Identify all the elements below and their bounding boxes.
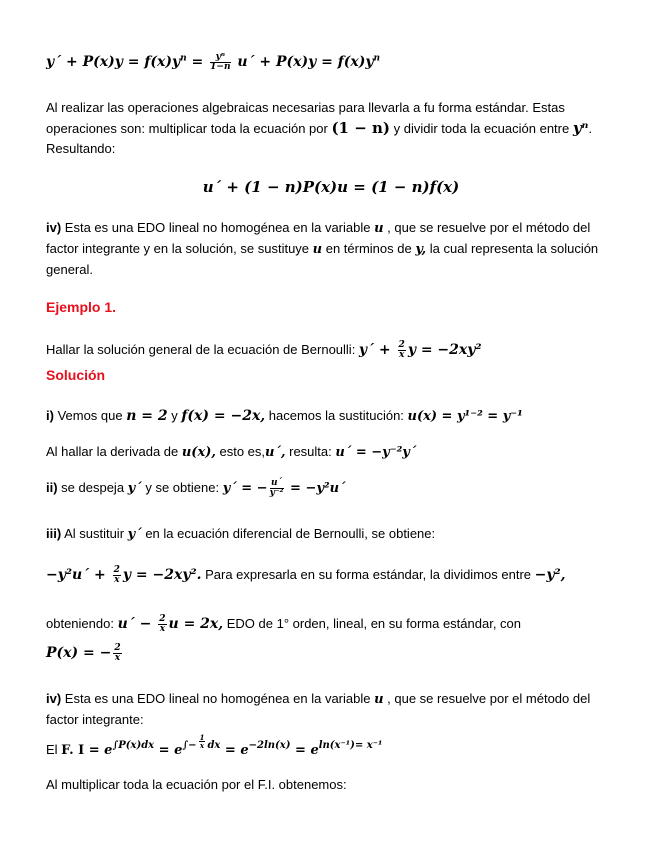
center-eq-text: u´ + (1 − n)P(x)u = (1 − n)f(x) <box>202 178 460 196</box>
step3c-fraction <box>158 615 166 634</box>
top-eq-rhs: u´ + P(x)y = f(x)y <box>232 54 374 70</box>
step-iii-standard-form <box>46 614 616 634</box>
step3b-m1: −y²u´ + <box>46 567 111 583</box>
step3d-m1: P(x) = − <box>46 645 112 661</box>
iv1-text3: en términos de <box>322 241 416 256</box>
hallar-frac-den: x <box>398 350 405 361</box>
iv1-text2: , que se resuelve por el método del factor integrante y en la solución, se sustituye <box>46 220 591 256</box>
step1-text1: Vemos que <box>53 408 127 423</box>
step3d-frac-num: 2 <box>114 643 121 654</box>
step3b-frac-den: x <box>114 575 120 586</box>
iv2-u: u <box>374 692 384 707</box>
step1b-text3: resulta: <box>285 444 336 459</box>
integrating-factor-line <box>46 734 626 761</box>
iv2-label: iv) <box>46 691 62 706</box>
fi-exp4: ln(x⁻¹)= x⁻¹ <box>318 740 383 751</box>
step2-m1: y´ <box>127 481 142 496</box>
iv2-text1: Esta es una EDO lineal no homogénea en la variable <box>61 691 375 706</box>
fi-text1: El <box>46 742 62 757</box>
step3c-text1: obteniendo: <box>46 616 118 631</box>
step3b-frac-num: 2 <box>113 565 120 576</box>
solution-heading: Solución <box>46 367 106 383</box>
step3b-m2: y = −2xy². <box>122 567 202 583</box>
iv1-u2: u <box>312 242 323 257</box>
fi-e3: e <box>240 743 249 758</box>
step3-m1: y´ <box>127 527 142 542</box>
iv1-label: iv) <box>46 220 62 235</box>
fi-eq3: = <box>290 743 311 758</box>
step3-label: iii) <box>46 526 62 541</box>
step2-frac-den: y⁻² <box>269 488 284 499</box>
fi-e2: e <box>174 743 183 758</box>
paragraph-operations <box>46 98 616 159</box>
step-iii-substituted <box>46 565 621 585</box>
step-iii <box>46 524 616 545</box>
hallar-line <box>46 340 616 360</box>
fi-e4: e <box>310 743 319 758</box>
step2-text1: se despeja <box>57 480 128 495</box>
top-eq-fraction <box>210 53 230 72</box>
step-i-derivative <box>46 442 616 463</box>
step1-text2: y <box>167 408 182 423</box>
top-eq-frac-den: 1−n <box>210 61 231 72</box>
fi-exp2-den: x <box>199 741 205 750</box>
fi-exp1: ∫P(x)dx <box>112 740 155 751</box>
step3c-frac-num: 2 <box>159 614 166 625</box>
final-line: Al multiplicar toda la ecuación por el F.I. obtenemos: <box>46 777 347 792</box>
step3b-text1: Para expresarla en su forma estándar, la dividimos entre <box>201 567 535 582</box>
step1-m2: f(x) = −2x, <box>181 408 266 424</box>
step1-label: i) <box>46 408 54 423</box>
step3c-m1: u´ − <box>117 616 157 632</box>
para1-text1: Al realizar las operaciones algebraicas necesarias para llevarla a fu forma estándar. Estas operaciones son: multiplicar toda la ecuación por <box>46 100 565 136</box>
iv1-text1: Esta es una EDO lineal no homogénea en la variable <box>61 220 375 235</box>
iv2-text2: , que se resuelve por el método del factor integrante: <box>46 691 591 727</box>
step-i <box>46 406 616 427</box>
fi-exp2-fraction <box>199 734 206 749</box>
para1-yn: yⁿ <box>572 119 589 137</box>
fi-exp2a: ∫− <box>182 740 197 751</box>
step3b-fraction <box>113 566 121 585</box>
step-iii-px <box>46 643 616 663</box>
step1b-text2: esto es, <box>215 444 266 459</box>
hallar-text: Hallar la solución general de la ecuación de Bernoulli: <box>46 342 359 357</box>
step2-fraction <box>270 479 284 498</box>
step-ii <box>46 478 616 499</box>
fi-exp2-num: 1 <box>199 733 205 742</box>
example-title: Ejemplo 1. <box>46 299 117 315</box>
step3d-frac-den: x <box>114 653 121 664</box>
step1b-m1: u(x), <box>181 445 216 460</box>
step2-label: ii) <box>46 480 58 495</box>
step1-text3: hacemos la sustitución: <box>265 408 408 423</box>
iv1-text4: la cual representa la solución general. <box>46 241 599 277</box>
fi-eq1: = <box>154 743 175 758</box>
step1b-text1: Al hallar la derivada de <box>46 444 182 459</box>
hallar-frac-num: 2 <box>398 340 405 351</box>
iv1-u: u <box>374 221 384 236</box>
fi-exp3: −2ln(x) <box>248 740 291 751</box>
paragraph-iv-first <box>46 218 616 280</box>
fi-label: F. I = <box>61 743 105 758</box>
step2-m2: y´ = − <box>222 481 268 496</box>
step3c-frac-den: x <box>159 624 166 635</box>
step3d-fraction <box>113 644 121 663</box>
para1-factor: (1 − n) <box>331 119 391 137</box>
fi-eq2: = <box>220 743 241 758</box>
para1-text3: . Resultando: <box>46 121 593 156</box>
step3c-m2: u = 2x, <box>168 616 224 632</box>
step2-text2: y se obtiene: <box>141 480 223 495</box>
top-equation <box>46 51 616 72</box>
step3b-m3: −y², <box>534 567 566 583</box>
paragraph-iv-second <box>46 689 616 730</box>
top-eq-exp: n <box>180 53 187 64</box>
step3-text1: Al sustituir <box>61 526 128 541</box>
step1b-m2: u´, <box>265 445 286 460</box>
hallar-m2: y = −2xy² <box>407 342 482 358</box>
step3-text2: en la ecuación diferencial de Bernoulli, se obtiene: <box>141 526 436 541</box>
step1-m3: u(x) = y¹⁻² = y⁻¹ <box>407 409 523 424</box>
step2-m3: = −y²u´ <box>285 481 346 496</box>
center-equation <box>46 177 616 198</box>
step1-m1: n = 2 <box>126 408 168 424</box>
step1b-m3: u´ = −y⁻²y´ <box>335 445 417 460</box>
step2-frac-num: u´ <box>271 478 283 489</box>
top-eq-exp2: n <box>373 53 381 64</box>
iv1-y: y, <box>415 242 427 257</box>
hallar-m1: y´ + <box>358 342 396 358</box>
hallar-fraction <box>398 341 406 360</box>
top-eq-sign: = <box>186 54 209 70</box>
para1-text2: y dividir toda la ecuación entre <box>390 121 573 136</box>
fi-e1: e <box>104 743 113 758</box>
step3c-text2: EDO de 1° orden, lineal, en su forma estándar, con <box>223 616 522 631</box>
top-eq-frac-num: yⁿ <box>210 53 230 63</box>
fi-exp2b: dx <box>207 740 221 751</box>
top-eq-lhs: y´ + P(x)y = f(x)y <box>46 54 181 70</box>
